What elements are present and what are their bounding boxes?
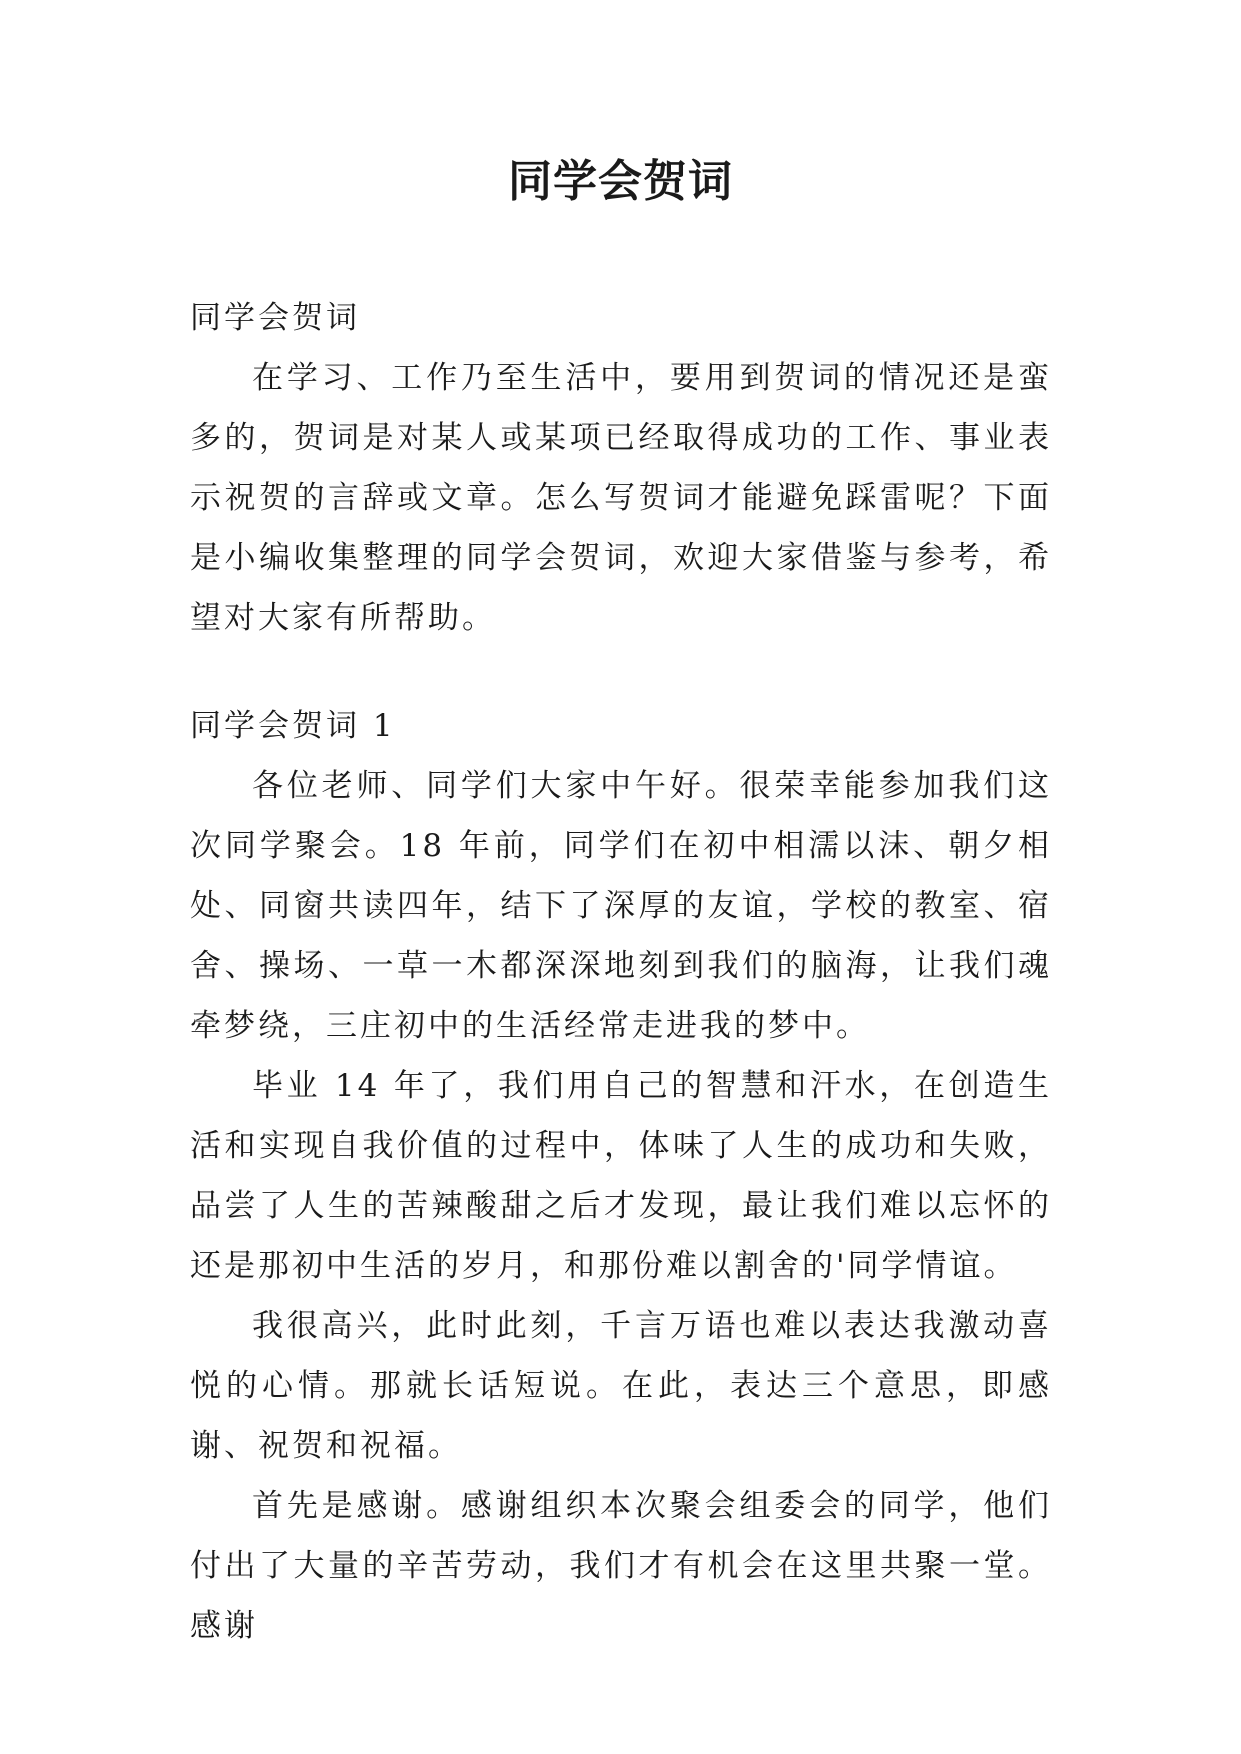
intro-paragraph: 在学习、工作乃至生活中，要用到贺词的情况还是蛮多的，贺词是对某人或某项已经取得成功的工作、事业表示祝贺的言辞或文章。怎么写贺词才能避免踩雷呢？下面是小编收集整理的同学会贺词，欢迎大家借鉴与参考，希望对大家有所帮助。 xyxy=(190,360,1052,636)
section1-paragraph: 毕业 14 年了，我们用自己的智慧和汗水，在创造生活和实现自我价值的过程中，体味了人生的成功和失败，品尝了人生的苦辣酸甜之后才发现，最让我们难以忘怀的还是那初中生活的岁月，和那份难以割舍的'同学情谊。 xyxy=(190,1068,1052,1284)
section1-paragraph: 我很高兴，此时此刻，千言万语也难以表达我激动喜悦的心情。那就长话短说。在此，表达三个意思，即感谢、祝贺和祝福。 xyxy=(190,1308,1052,1464)
intro-heading: 同学会贺词 xyxy=(190,300,360,336)
section1-paragraph: 各位老师、同学们大家中午好。很荣幸能参加我们这次同学聚会。18 年前，同学们在初中相濡以沫、朝夕相处、同窗共读四年，结下了深厚的友谊，学校的教室、宿舍、操场、一草一木都深深地刻到我们的脑海，让我们魂牵梦绕，三庄初中的生活经常走进我的梦中。 xyxy=(190,768,1052,1044)
document-title: 同学会贺词 xyxy=(508,156,733,207)
section1-paragraph: 首先是感谢。感谢组织本次聚会组委会的同学，他们付出了大量的辛苦劳动，我们才有机会在这里共聚一堂。感谢 xyxy=(190,1488,1052,1644)
section-spacer xyxy=(190,648,1052,696)
document-body xyxy=(190,288,1052,1656)
section1-heading: 同学会贺词 1 xyxy=(190,708,396,744)
